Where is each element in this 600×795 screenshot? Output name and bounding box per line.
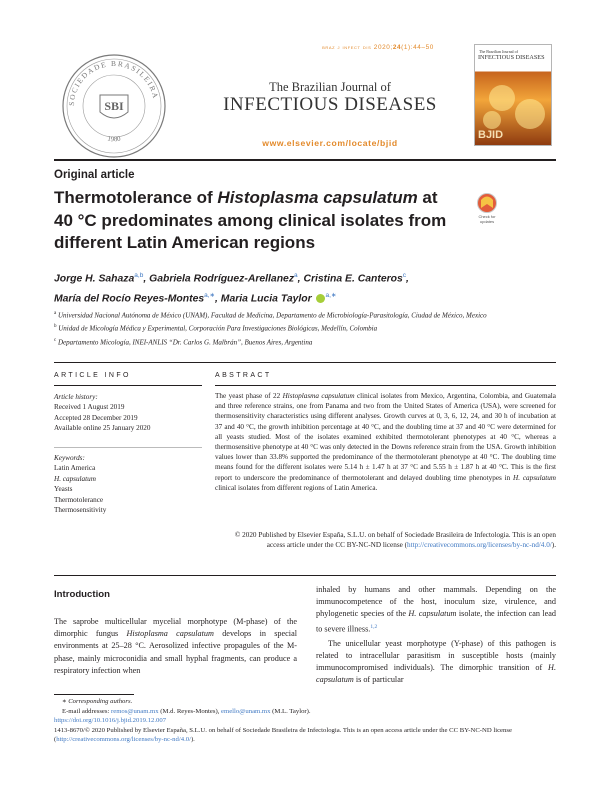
license-link[interactable]: http://creativecommons.org/licenses/by-nc-nd/4.0/: [407, 541, 552, 550]
seal-year-text: 1980: [106, 134, 122, 144]
article-info-rule: [54, 385, 202, 386]
running-head-pages: :44–50: [410, 44, 434, 51]
check-updates-line-1: Check for: [478, 214, 496, 219]
keyword-list: [54, 453, 202, 515]
keyword-item[interactable]: Yeasts: [54, 485, 73, 494]
section-rule: [54, 362, 556, 363]
running-head-issue: (1): [401, 44, 411, 51]
seal-graphic: [60, 52, 168, 160]
history-online: Available online 25 January 2020: [54, 424, 151, 433]
reference-link[interactable]: 1,2: [370, 623, 378, 630]
history-accepted: Accepted 28 December 2019: [54, 413, 138, 422]
author-separator: ,: [143, 273, 150, 285]
affiliation-text: Universidad Nacional Autónoma de México (UNAM), Facultad de Medicina, Departamento de Microbiología-Parasitología, Ciudad de México, Mexico: [57, 311, 487, 320]
paper-title: [54, 187, 454, 255]
abstract-copyright: [215, 530, 556, 550]
affiliation-item: [54, 335, 554, 348]
abstract-organism: H. capsulatum: [513, 473, 556, 482]
email-link[interactable]: remos@unam.mx: [111, 707, 159, 715]
introduction-column-right: [316, 584, 556, 686]
author-name[interactable]: Jorge H. Sahaza: [54, 273, 135, 285]
copyright-text: © 2020 Published by Elsevier España, S.L.U. on behalf of Sociedade Brasileira de Infectologia. This is an open access article under the CC BY-NC-ND license (: [234, 531, 556, 550]
intro-text: is of particular: [353, 675, 404, 685]
copyright-end: ).: [551, 541, 556, 550]
seal-center-text: SBI: [104, 99, 124, 113]
title-organism: Histoplasma capsulatum: [217, 188, 418, 207]
article-info-divider: [54, 447, 202, 448]
abstract-end-rule: [54, 575, 556, 576]
header-rule: [54, 159, 556, 161]
email-owner: (M.d. Reyes-Montes),: [158, 707, 222, 715]
article-type: Original article: [54, 169, 135, 181]
running-head-volume: 24: [392, 44, 402, 51]
author-affiliation-marker[interactable]: a,b: [134, 272, 144, 279]
check-updates-line-2: updates: [479, 219, 495, 224]
author-affiliation-marker[interactable]: a,∗: [204, 292, 216, 300]
running-head-journal: braz j infect dis: [322, 44, 372, 51]
cover-logo: BJID: [478, 129, 504, 141]
check-updates-icon: [472, 192, 502, 226]
email-label: E-mail addresses:: [62, 707, 112, 715]
intro-organism: H. capsulatum: [316, 662, 556, 685]
seal-ring-text: SOCIEDADE BRASILEIRA: [66, 58, 161, 107]
journal-cover-thumbnail: [474, 44, 552, 146]
affiliation-item: [54, 321, 554, 334]
introduction-heading: Introduction: [54, 589, 110, 600]
footnote-rule: [54, 694, 134, 695]
affiliation-marker: c: [54, 337, 57, 343]
title-part-2: at 40 °C predominates among clinical isolates from different Latin American regions: [54, 188, 447, 252]
abstract-sentence: clinical isolates from Mexico, Argentina, Colombia, and Guatemala and three reference strains, one from Panama and two from the United States of America (USA), were screened for thermosensitivity characteristics using different analyses. Growth curves at 0, 3, 6, 12, 24, and 30 h of incubation at 37 and 40 °C, the growth inhibition percentage at 40 °C, and the doubling time at 37 and 40 °C were determined for all yeasts studied. Most of the isolates examined exhibited thermotolerant phenotypes at 40 °C, whereas a thermosensitive phenotype at 40 °C was only detected in the Downs reference strain from the USA. Growth inhibition values lower than 33.8% supported the predominance of the thermotolerant phenotype at 40 °C. The doubling time means found for the different isolates were 5.14 h ± 1.47 h at 37 °C and 5.55 h ± 1.87 h at 40 °C. This is the first report to underscore the predominance of thermotolerant and delayed doubling time phenotypes in: [215, 392, 556, 482]
affiliation-list: [54, 308, 554, 348]
license-end: ).: [190, 736, 195, 744]
abstract-text: [215, 391, 556, 493]
article-info-heading: ARTICLE INFO: [54, 372, 131, 379]
author-separator: ,: [297, 273, 304, 285]
cover-title: INFECTIOUS DISEASES: [478, 54, 545, 61]
journal-name: INFECTIOUS DISEASES: [223, 94, 437, 115]
running-head: braz j infect dis 2020;24(1):44–50: [322, 44, 434, 51]
abstract-heading: ABSTRACT: [215, 372, 272, 379]
journal-subtitle: The Brazilian Journal of: [269, 80, 391, 94]
affiliation-item: [54, 308, 554, 321]
author-affiliation-marker[interactable]: a,∗: [325, 292, 337, 300]
keyword-item[interactable]: Thermotolerance: [54, 495, 104, 504]
intro-organism: H. capsulatum: [408, 609, 457, 619]
running-head-year: 2020: [373, 44, 391, 51]
keyword-item[interactable]: Latin America: [54, 464, 96, 473]
society-seal: [60, 52, 168, 160]
affiliation-marker: a: [54, 311, 57, 316]
affiliation-text: Departamento Micología, INEI-ANLIS “Dr. Carlos G. Malbrán”, Buenos Aires, Argentina: [57, 337, 313, 346]
corresponding-authors-note: Corresponding authors.: [68, 698, 133, 705]
journal-url-link[interactable]: www.elsevier.com/locate/bjid: [262, 138, 398, 148]
doi-link[interactable]: https://doi.org/10.1016/j.bjid.2019.12.007: [54, 717, 167, 725]
footnotes: ∗ Corresponding authors. E-mail addresses: remos@unam.mx (M.d. Reyes-Montes), emello@unam.mx (M.L. Taylor). https://doi.org/10.1016/j.bjid.2019.12.007 1413-8670/© 2020 Published by Elsevier España, S.L.U. on behalf of Sociedade Brasileira de Infectologia. This is an open access article under the CC BY-NC-ND license (http://creativecommons.org/licenses/by-nc-nd/4.0/).: [54, 697, 556, 745]
author-list: [54, 267, 554, 308]
author-name[interactable]: Gabriela Rodríguez-Arellanez: [149, 273, 295, 285]
intro-text: isolate, the infection can lead to severe illness.: [316, 609, 556, 634]
title-part-1: Thermotolerance of: [54, 188, 218, 207]
affiliation-marker: b: [54, 324, 57, 330]
orcid-icon[interactable]: [316, 294, 325, 303]
author-name[interactable]: Cristina E. Canteros: [303, 273, 403, 285]
author-name[interactable]: María del Rocío Reyes-Montes: [54, 293, 205, 305]
keywords-label: Keywords:: [54, 454, 85, 462]
intro-text: inhaled by humans and other mammals. Depending on the immunocompetence of the host, inoculum size, virulence, and phylogenetic species of the: [316, 585, 556, 619]
affiliation-text: Unidad de Micología Médica y Experimental, Corporación Para Investigaciones Biológicas, Medellín, Colombia: [58, 324, 378, 333]
email-owner: (M.L. Taylor).: [270, 707, 311, 715]
intro-text: The saprobe multicellular mycelial morphotype (M-phase) of the dimorphic fungus: [54, 617, 297, 639]
abstract-sentence: clinical isolates from different regions of Latin America.: [215, 483, 378, 492]
keyword-item[interactable]: Thermosensitivity: [54, 506, 107, 515]
author-separator: ,: [215, 293, 221, 305]
author-affiliation-marker[interactable]: c: [402, 272, 407, 279]
cover-header: The Brazilian Journal of: [479, 49, 518, 54]
history-label: Article history:: [54, 393, 98, 401]
svg-text:1980: [107, 134, 122, 143]
license-link[interactable]: http://creativecommons.org/licenses/by-nc-nd/4.0/: [56, 736, 191, 744]
intro-organism: Histoplasma capsulatum: [126, 629, 214, 639]
intro-text: develops in special environments at 25–28 °C. Aerosolized infective propagules of the M-phase, mainly microconidia and small hyphal fragments, can produce a respiratory infection when: [54, 629, 297, 675]
article-history: [54, 392, 202, 434]
abstract-organism: Histoplasma capsulatum: [282, 392, 355, 400]
keyword-item[interactable]: H. capsulatum: [54, 474, 96, 483]
author-name[interactable]: Maria Lucia Taylor: [220, 293, 312, 305]
intro-text: The unicellular yeast morphotype (Y-phase) of this pathogen is related to intracellular parasitism in susceptible hosts (mainly immunocompromised individuals). The dimorphic transition of: [316, 638, 556, 672]
introduction-column-left: [54, 616, 297, 677]
history-received: Received 1 August 2019: [54, 403, 125, 412]
author-affiliation-marker[interactable]: a: [294, 272, 298, 279]
email-link[interactable]: emello@unam.mx: [221, 707, 271, 715]
abstract-sentence: The yeast phase of 22: [215, 392, 283, 400]
check-for-updates-button[interactable]: [472, 192, 502, 226]
author-separator: ,: [406, 273, 409, 285]
license-statement: 1413-8670/© 2020 Published by Elsevier España, S.L.U. on behalf of Sociedade Brasileira de Infectologia. This is an open access article under the CC BY-NC-ND license (: [54, 726, 512, 744]
abstract-rule: [215, 385, 556, 386]
